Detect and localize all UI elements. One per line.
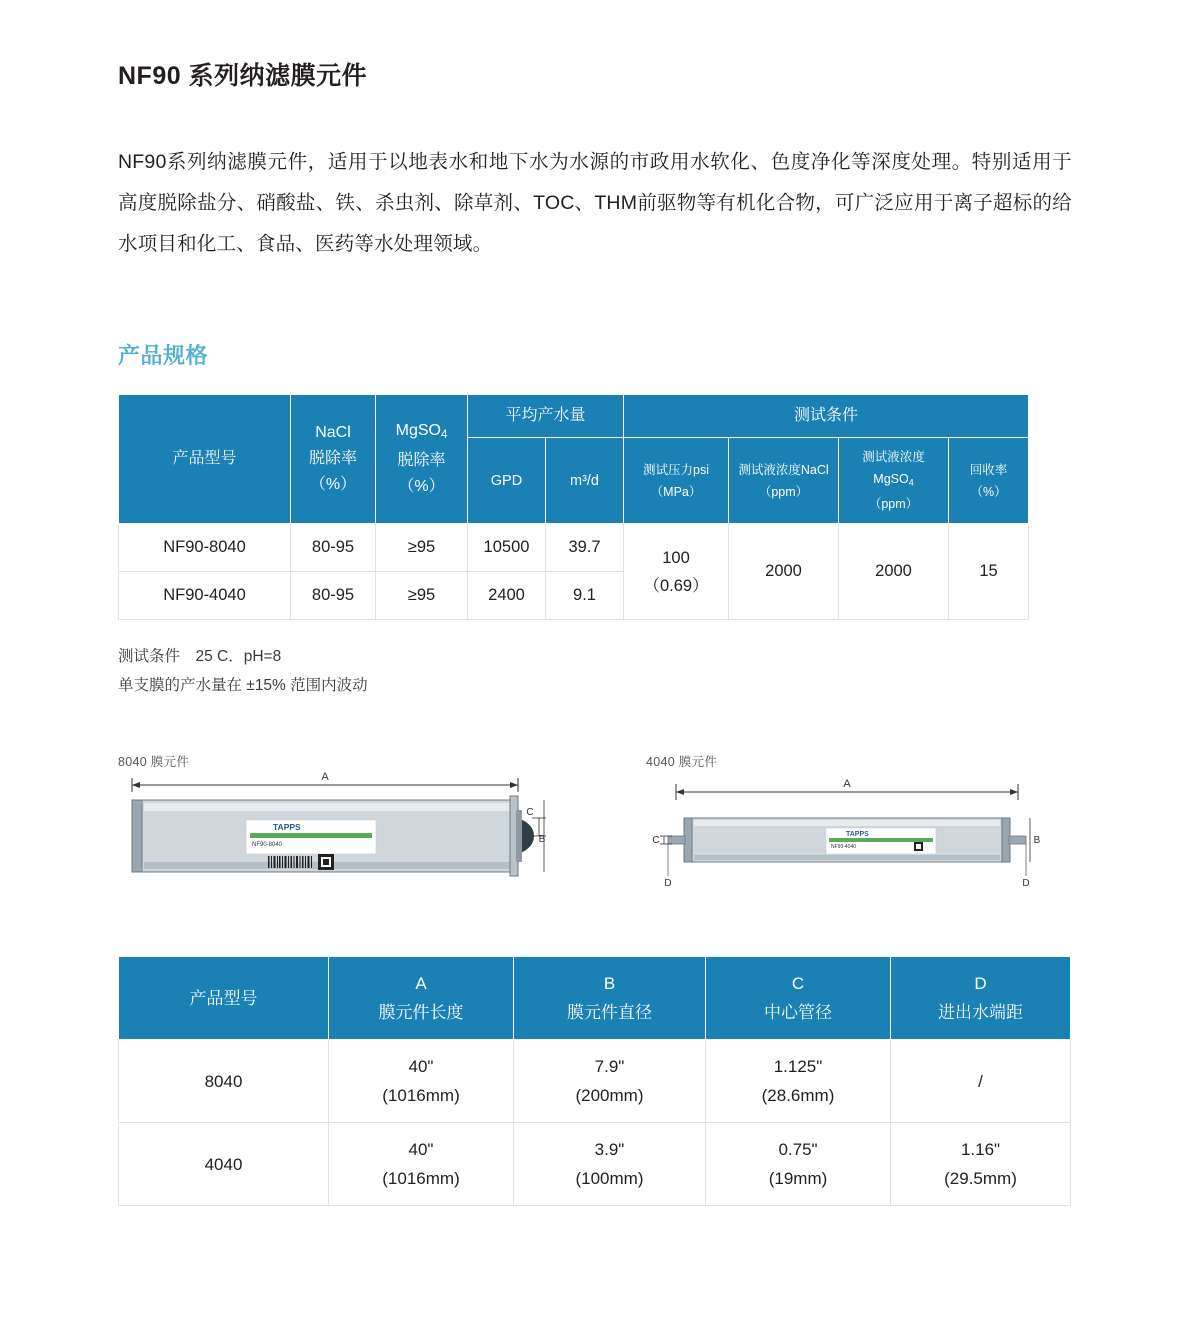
cell-center-tube: 1.125" (28.6mm): [706, 1040, 891, 1123]
cell-port-distance: 1.16" (29.5mm): [891, 1123, 1071, 1206]
svg-text:NF90-4040: NF90-4040: [831, 844, 857, 851]
spec-col-nacl-rejection: [291, 395, 376, 524]
note-line-2: 单支膜的产水量在 ±15% 范围内波动: [118, 677, 368, 695]
drawing-4040-label: 4040 膜元件: [646, 755, 718, 770]
table-row: [119, 1123, 1071, 1206]
cell-port-distance: /: [891, 1040, 1071, 1123]
svg-text:A: A: [843, 778, 851, 791]
spec-col-gpd: GPD: [468, 438, 546, 524]
membrane-8040-diagram: [118, 770, 548, 905]
svg-text:TAPPS: TAPPS: [846, 831, 869, 839]
membrane-4040-diagram: [646, 770, 1046, 905]
note-line-1: 测试条件 25 C．pH=8: [118, 648, 282, 666]
drawing-4040: [646, 752, 1046, 910]
spec-col-mgso4-rejection: [376, 395, 468, 524]
spec-col-mgso4-concentration: 测试液浓度 MgSO$_4$ （ppm）: [839, 438, 949, 524]
cell-mgso4-concentration: 2000: [839, 524, 949, 620]
spec-col-recovery: 回收率 （%）: [949, 438, 1029, 524]
cell-gpd: 10500: [468, 524, 546, 572]
mgso4-label: MgSO$_4$: [395, 422, 448, 442]
mgso4-rejection-label: 脱除率: [397, 452, 446, 470]
drawing-8040: [118, 752, 548, 910]
cell-nacl: 80-95: [291, 524, 376, 572]
test-condition-notes: [118, 642, 1072, 700]
dimensions-table: [118, 956, 1071, 1206]
svg-text:D: D: [664, 878, 672, 890]
svg-text:C: C: [652, 835, 660, 847]
svg-text:B: B: [1033, 835, 1041, 847]
drawing-8040-label: 8040 膜元件: [118, 755, 190, 770]
spec-col-test-pressure: 测试压力psi （MPa）: [624, 438, 729, 524]
cell-length: 40" (1016mm): [329, 1123, 514, 1206]
table-row: [119, 524, 1029, 572]
nacl-rejection-label: 脱除率: [308, 450, 357, 468]
cell-m3d: 39.7: [546, 524, 624, 572]
cell-mgso4: ≥95: [376, 572, 468, 620]
spec-header-row-1: [119, 395, 1029, 438]
svg-text:C: C: [526, 807, 534, 819]
cell-recovery: 15: [949, 524, 1029, 620]
spec-col-nacl-concentration: 测试液浓度NaCl （ppm）: [729, 438, 839, 524]
product-drawings: [118, 752, 1072, 912]
dims-col-model: 产品型号: [119, 957, 329, 1040]
nacl-label: NaCl: [315, 424, 351, 442]
cell-diameter: 3.9" (100mm): [514, 1123, 706, 1206]
cell-length: 40" (1016mm): [329, 1040, 514, 1123]
spec-group-avg-flow: 平均产水量: [468, 395, 624, 438]
dims-col-d: D 进出水端距: [891, 957, 1071, 1040]
cell-model: 4040: [119, 1123, 329, 1206]
dims-col-c: C 中心管径: [706, 957, 891, 1040]
svg-text:TAPPS: TAPPS: [273, 822, 301, 833]
spec-group-test-conditions: 测试条件: [624, 395, 1029, 438]
svg-text:B: B: [538, 834, 546, 846]
page-title: NF90 系列纳滤膜元件: [118, 62, 368, 90]
cell-mgso4: ≥95: [376, 524, 468, 572]
cell-test-pressure: 100 （0.69）: [624, 524, 729, 620]
mgso4-unit-label: （%）: [398, 478, 445, 496]
spec-col-m3d: m³/d: [546, 438, 624, 524]
cell-center-tube: 0.75" (19mm): [706, 1123, 891, 1206]
svg-text:A: A: [321, 771, 329, 784]
intro-paragraph: NF90系列纳滤膜元件，适用于以地表水和地下水为水源的市政用水软化、色度净化等深度处理。特别适用于高度脱除盐分、硝酸盐、铁、杀虫剂、除草剂、TOC、THM前驱物等有机化合物，可广泛应用于离子超标的给水项目和化工、食品、医药等水处理领域。: [118, 151, 1072, 255]
cell-model: 8040: [119, 1040, 329, 1123]
dims-col-a: A 膜元件长度: [329, 957, 514, 1040]
dims-col-b: B 膜元件直径: [514, 957, 706, 1040]
cell-model: NF90-8040: [119, 524, 291, 572]
svg-text:D: D: [1022, 878, 1030, 890]
cell-m3d: 9.1: [546, 572, 624, 620]
section-title-specifications: 产品规格: [118, 343, 209, 368]
spec-col-model: 产品型号: [119, 395, 291, 524]
nacl-unit-label: （%）: [309, 476, 357, 494]
cell-diameter: 7.9" (200mm): [514, 1040, 706, 1123]
svg-text:NF90-8040: NF90-8040: [252, 842, 283, 849]
dims-header-row: [119, 957, 1071, 1040]
cell-model: NF90-4040: [119, 572, 291, 620]
cell-nacl: 80-95: [291, 572, 376, 620]
cell-nacl-concentration: 2000: [729, 524, 839, 620]
cell-gpd: 2400: [468, 572, 546, 620]
table-row: [119, 1040, 1071, 1123]
specifications-table: [118, 394, 1029, 620]
